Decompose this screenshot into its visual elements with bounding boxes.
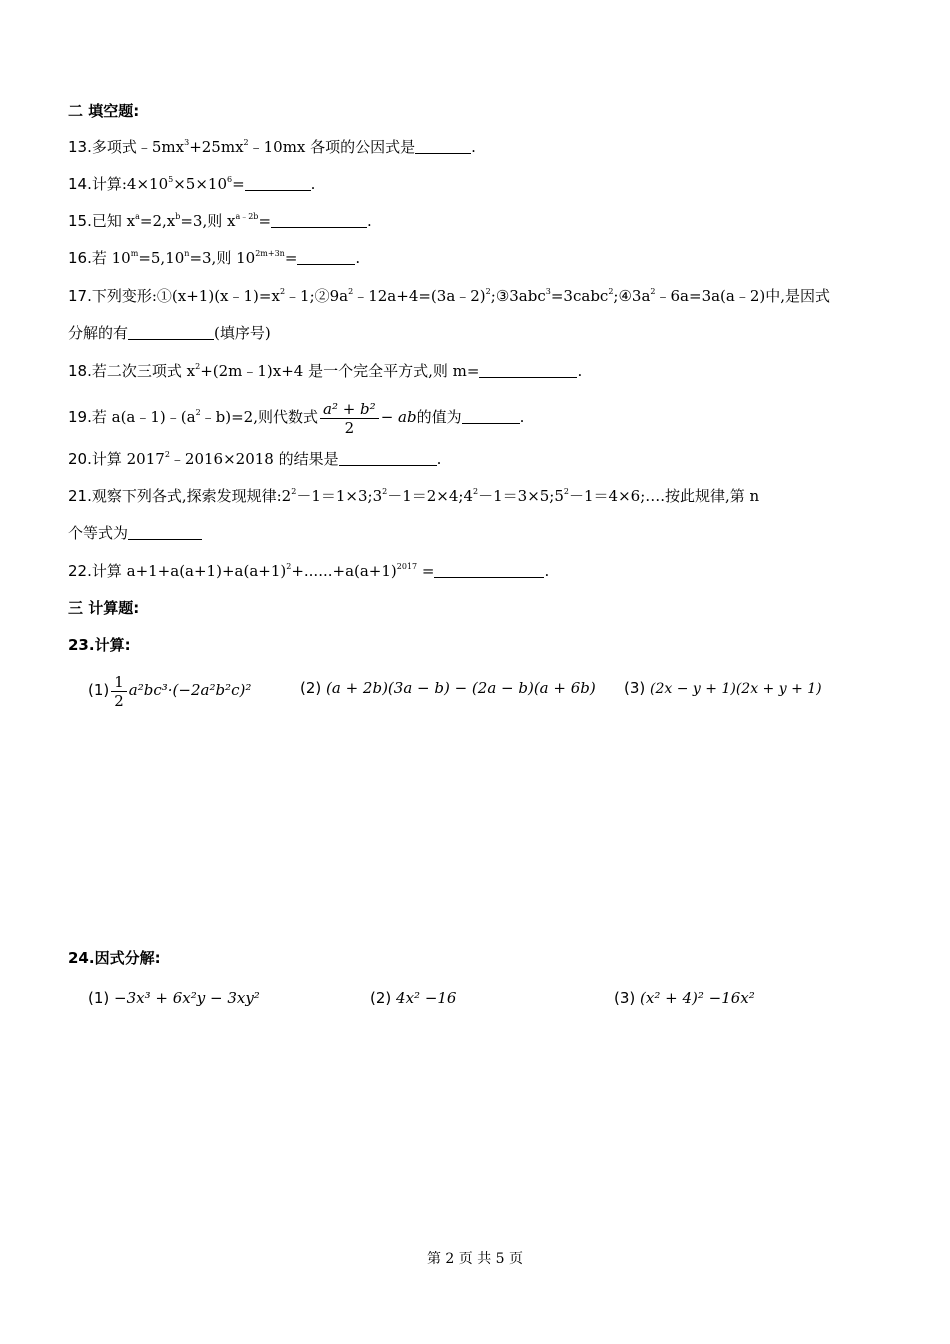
question-24-title: 24.因式分解: xyxy=(68,949,161,967)
question-16: 16.若 $10^m=5,10^n=3$,则 $10^{2m+3n}=$ . xyxy=(68,249,361,267)
question-23-part-1: (1) $\frac{1}{2}$ a²bc³·(−2a²b²c)² xyxy=(88,672,252,710)
answer-blank[interactable] xyxy=(479,363,577,378)
question-18: 18.若二次三项式 $x^2+(2m﹣1)x+4$ 是一个完全平方式,则 m= . xyxy=(68,362,583,380)
section-heading-calculation: 三 计算题: xyxy=(68,599,140,617)
answer-blank[interactable] xyxy=(434,563,544,578)
question-21: 21.观察下列各式,探索发现规律$:2^2-1=1\times 3;3^2-1=2\times 4;4^2-1=3\times 5;5^2-1=4\times 6;\dots$.按此规律,第 n xyxy=(68,487,760,505)
question-14: 14.计算$:4\times 10^5\times 5\times 10^6=$ . xyxy=(68,175,316,193)
question-23-title: 23.计算: xyxy=(68,636,131,654)
answer-blank[interactable] xyxy=(245,176,311,191)
question-22: 22.计算 $a+1+a(a+1)+a(a+1)^2+......+a(a+1)^{2017}$ = . xyxy=(68,562,550,580)
question-20: 20.计算 $2017^2﹣2016\times 2018$ 的结果是 . xyxy=(68,450,442,468)
answer-blank[interactable] xyxy=(339,451,437,466)
fraction: $\frac{1}{2}$ xyxy=(111,673,127,710)
answer-blank[interactable] xyxy=(128,325,214,340)
page-footer: 第 2 页 共 5 页 xyxy=(426,1251,524,1267)
answer-blank[interactable] xyxy=(128,525,202,540)
answer-blank[interactable] xyxy=(462,409,520,424)
question-24-part-2: (2) 4x² −16 xyxy=(370,989,457,1007)
answer-blank[interactable] xyxy=(271,213,367,228)
question-23-part-3: (3) (2x − y + 1)(2x + y + 1) xyxy=(624,679,822,697)
section-heading-fill-blank: 二 填空题: xyxy=(68,102,140,120)
question-24-part-3: (3) (x² + 4)² −16x² xyxy=(614,989,755,1007)
question-13: 13.多项式$﹣5mx^3+25mx^2﹣10mx$ 各项的公因式是 . xyxy=(68,138,476,156)
fraction: $\frac{\text{a² + b²}}{2}$ xyxy=(320,400,379,437)
question-24-part-1: (1) −3x³ + 6x²y − 3xy² xyxy=(88,989,260,1007)
question-19: 19.若 $a(a﹣1)﹣(a^2﹣b)=2$,则代数式 $\frac{\text{a² + b²}}{2}$ − ab的值为 . xyxy=(68,399,525,437)
question-17: 17.下列变形$:①(x+1)(x﹣1)=x^2﹣1;②9a^2﹣12a+4=(3a﹣2)^2;③3abc^3=3cabc^2;④3a^2﹣6a=3a(a﹣2)$中,是因式 xyxy=(68,287,831,305)
question-17-line-2: 分解的有 (填序号) xyxy=(68,324,271,342)
answer-blank[interactable] xyxy=(297,250,355,265)
question-15: 15.已知 $x^a=2,x^b=3$,则 $x^{a﹣2b}=$ . xyxy=(68,212,372,230)
question-21-line-2: 个等式为 xyxy=(68,523,202,543)
answer-blank[interactable] xyxy=(415,139,471,154)
question-23-part-2: (2) (a + 2b)(3a − b) − (2a − b)(a + 6b) xyxy=(300,679,596,697)
